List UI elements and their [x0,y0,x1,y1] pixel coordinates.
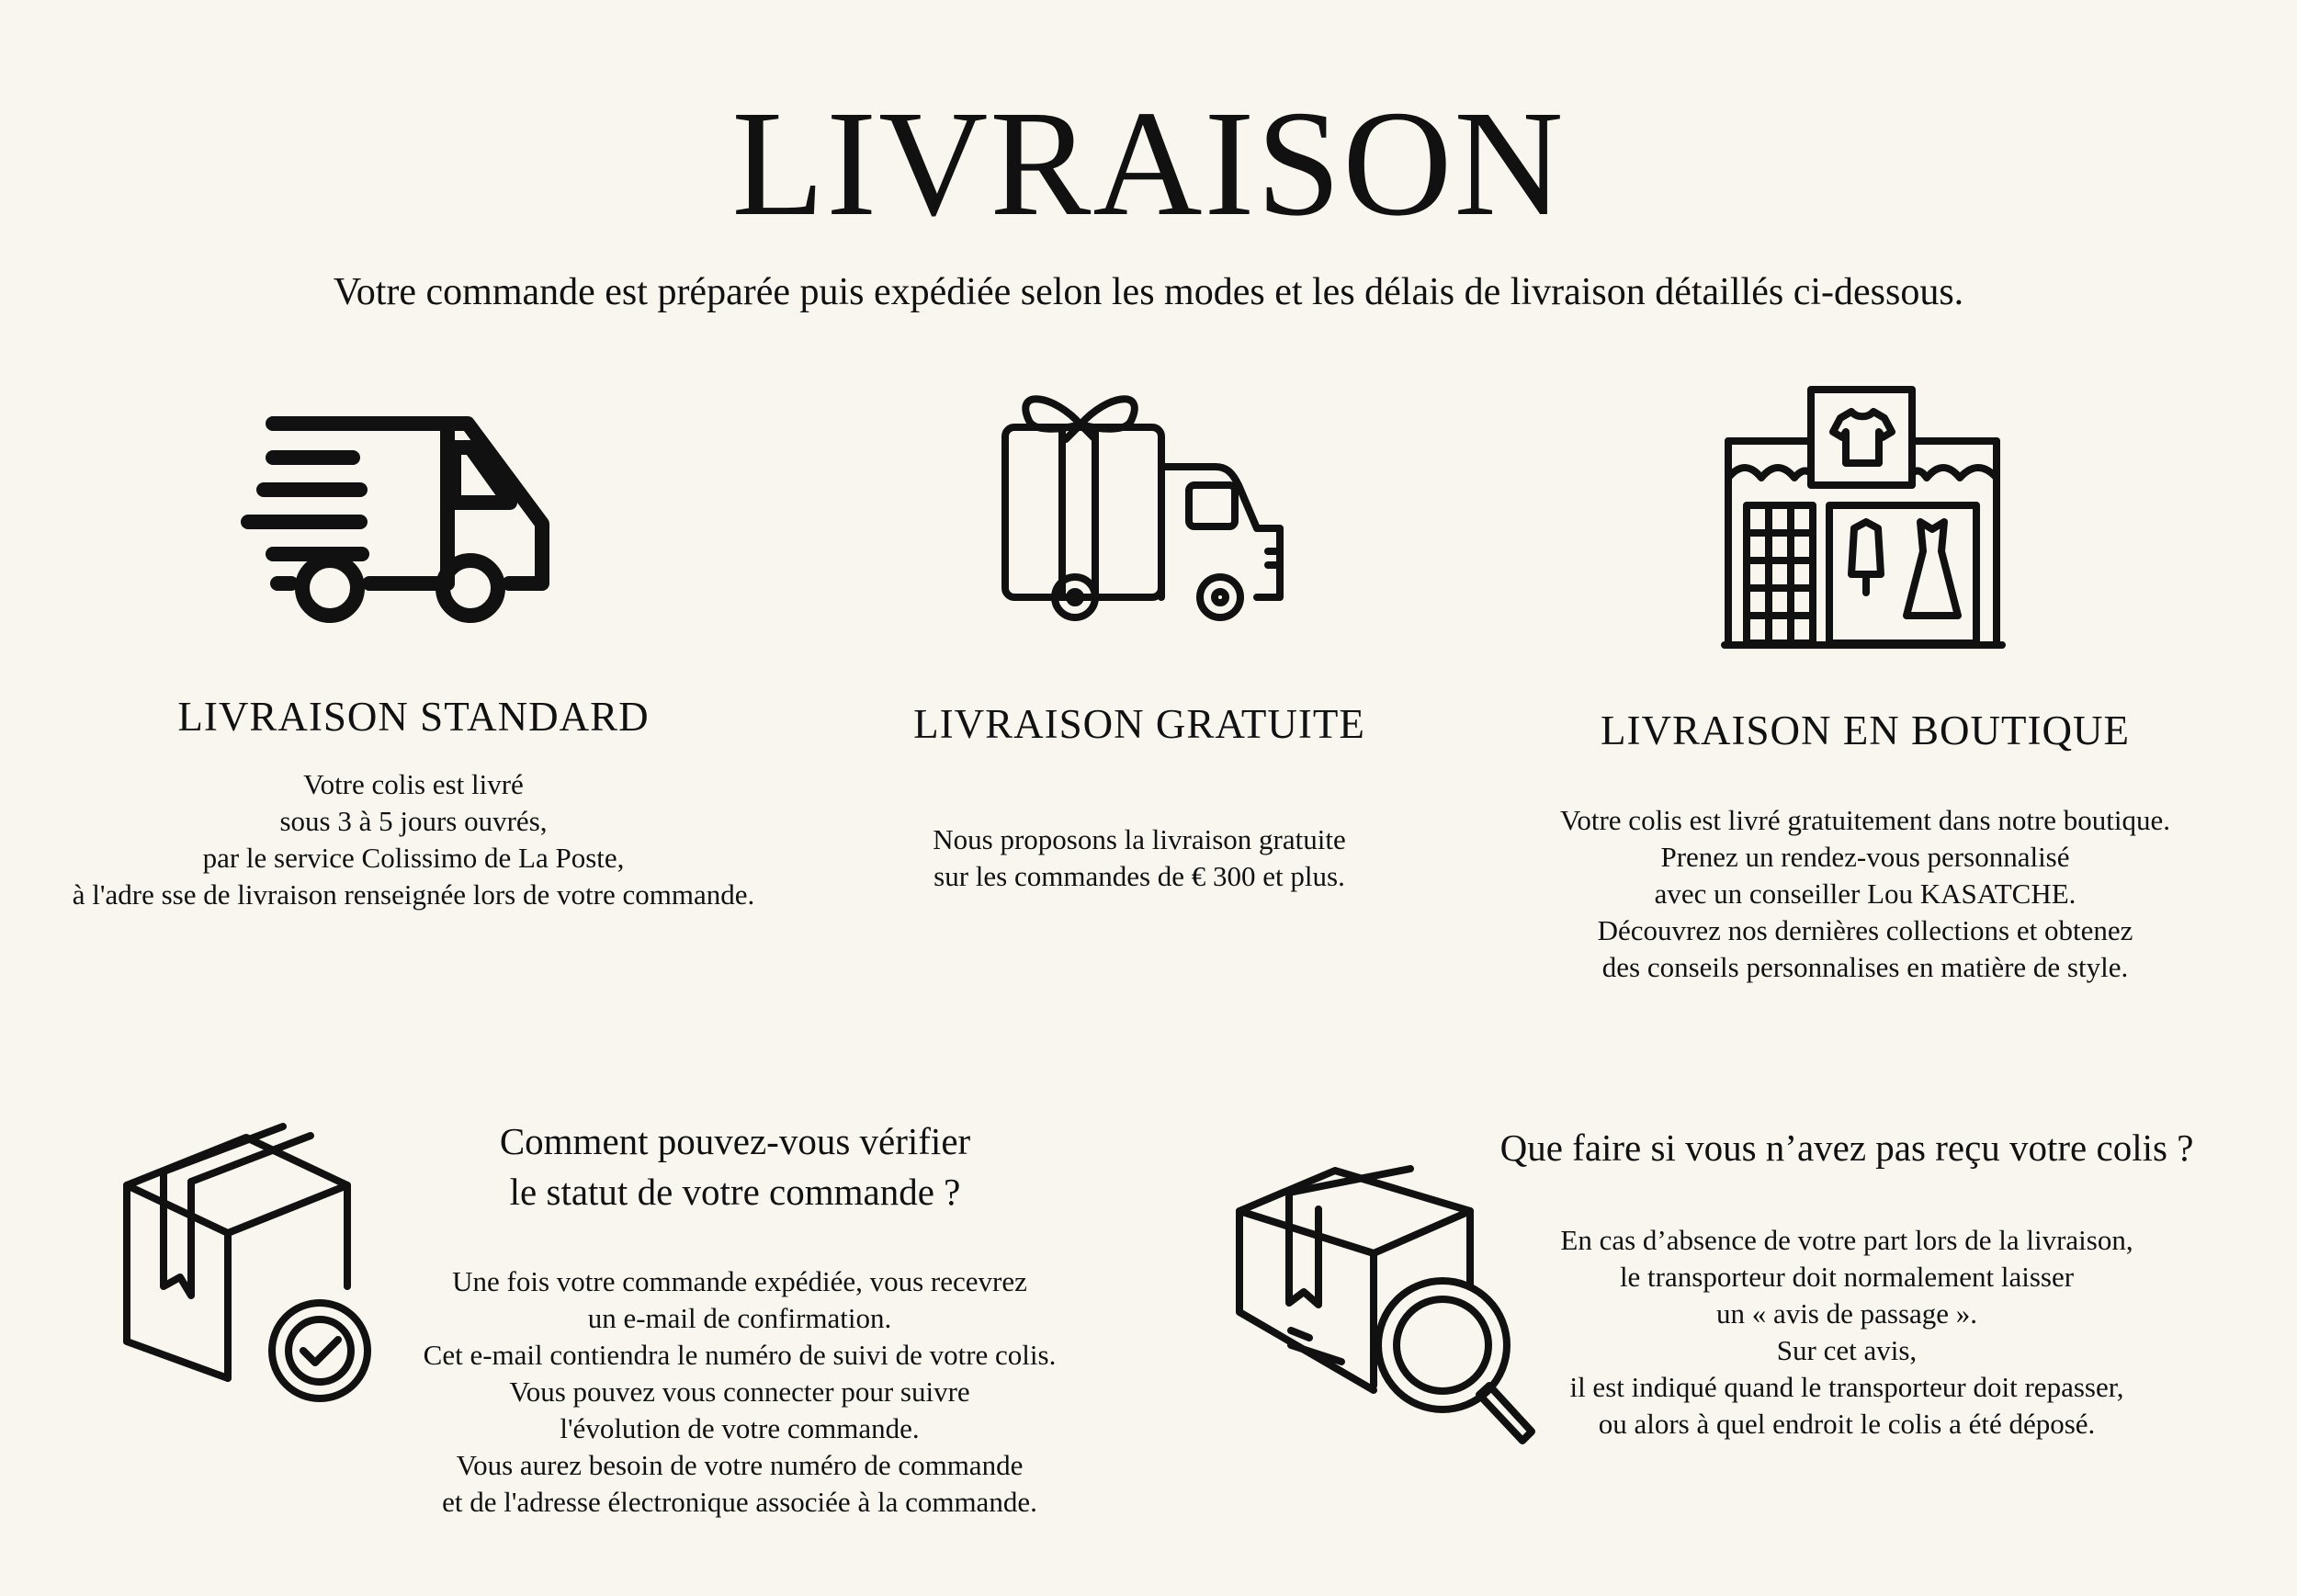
free-line: Nous proposons la livraison gratuite [933,823,1346,855]
tracking-question-line: Comment pouvez-vous vérifier [499,1120,971,1162]
free-description [864,821,1415,895]
tracking-line: et de l'adresse électronique associée à la commande. [442,1486,1037,1518]
standard-heading: LIVRAISON STANDARD [177,694,650,740]
standard-line: à l'adre sse de livraison renseignée lors de votre commande. [72,878,755,911]
store-line: Découvrez nos dernières collections et obtenez [1597,914,2133,946]
delivery-truck-icon [241,409,562,634]
missing-line: il est indiqué quand le transporteur doit repasser, [1569,1371,2124,1403]
store-heading: LIVRAISON EN BOUTIQUE [1601,707,2130,753]
standard-line: Votre colis est livré [303,768,524,800]
missing-line: le transporteur doit normalement laisser [1619,1261,2075,1293]
missing-description [1479,1222,2214,1443]
store-line: Prenez un rendez-vous personnalisé [1660,841,2070,873]
store-line: des conseils personnalises en matière de style. [1601,951,2129,983]
store-line: avec un conseiller Lou KASATCHE. [1654,877,2076,910]
missing-line: Sur cet avis, [1776,1334,1918,1366]
boutique-store-icon [1721,386,2006,662]
tracking-line: Vous pouvez vous connecter pour suivre [509,1375,970,1408]
standard-line: sous 3 à 5 jours ouvrés, [279,805,548,837]
tracking-question-line: le statut de votre commande ? [509,1171,961,1214]
missing-line: En cas d’absence de votre part lors de la livraison, [1560,1224,2133,1256]
free-heading: LIVRAISON GRATUITE [913,701,1365,747]
tracking-line: Cet e-mail contiendra le numéro de suivi de votre colis. [423,1339,1057,1371]
tracking-line: Vous aurez besoin de votre numéro de commande [456,1449,1024,1481]
page-subtitle: Votre commande est préparée puis expédiée selon les modes et les délais de livraison détaillés ci-dessous. [333,271,1964,313]
missing-line: ou alors à quel endroit le colis a été déposé. [1598,1408,2096,1440]
tracking-description [349,1263,1130,1521]
store-line: Votre colis est livré gratuitement dans notre boutique. [1559,804,2171,836]
standard-description [0,766,827,913]
tracking-line: un e-mail de confirmation. [587,1302,892,1334]
box-check-icon [118,1130,373,1406]
tracking-line: l'évolution de votre commande. [560,1412,920,1444]
tracking-question [368,1116,1103,1218]
page-title: LIVRAISON [731,79,1566,247]
tracking-line: Une fois votre commande expédiée, vous recevrez [452,1265,1027,1297]
standard-line: par le service Colissimo de La Poste, [202,842,625,874]
gift-truck-icon [1000,377,1298,625]
store-description [1498,802,2233,986]
missing-line: un « avis de passage ». [1715,1297,1978,1330]
missing-question: Que faire si vous n’avez pas reçu votre colis ? [1499,1126,2194,1169]
free-line: sur les commandes de € 300 et plus. [934,860,1345,892]
